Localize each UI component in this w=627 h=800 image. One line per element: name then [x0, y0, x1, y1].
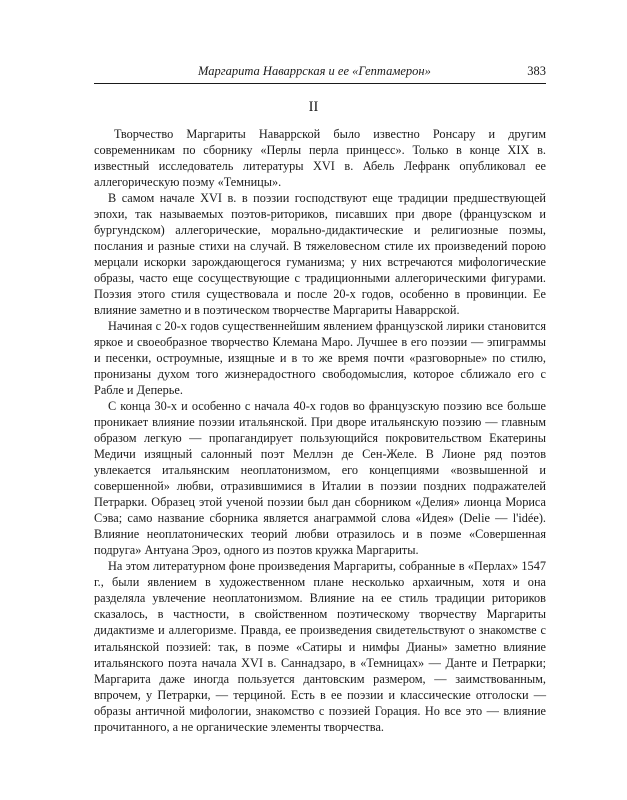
paragraph: На этом литературном фоне произведения Маргариты, собранные в «Перлах» 1547 г., были явлением в художественном плане несколько архаичным, хотя и она разделяла увлечение неоплатонизмом. Влияние на ее стиль традиции риториков сказалось, в частности, в свойственном поэтическому творчеству Маргариты дидактизме и аллегоризме. Правда, ее произведения свидетельствуют о знакомстве с итальянской поэзией: так, в поэме «Сатиры и нимфы Дианы» заметно влияние итальянского поэта начала XVI в. Саннадзаро, в «Темницах» — Данте и Петрарки; Маргарита даже иногда пользуется дантовским размером, — заимствованным, впрочем, у Петрарки, — терциной. Есть в ее поэзии и классические отголоски — образы античной мифологии, знакомство с поэзией Горация. Но все это — влияние прочитанного, а не органические элементы творчества.: [94, 559, 546, 734]
paragraph: В самом начале XVI в. в поэзии господствуют еще традиции предшествующей эпохи, так называемых поэтов-риториков, писавших при дворе (французском и бургундском) аллегорические, морально-дидактические и религиозные поэмы, послания и разные стихи на случай. В тяжеловесном стиле их произведений порою мерцали искорки зарождающегося гуманизма; у них встречаются мифологические образы, часто еще сосуществующие с традиционными аллегорическими фигурами. Поэзия этого стиля существовала и после 20-х годов, особенно в провинции. Ее влияние заметно и в поэтическом творчестве Маргариты Наваррской.: [94, 191, 546, 318]
running-title: Маргарита Наваррская и ее «Гептамерон»: [198, 64, 431, 78]
body-text: [94, 126, 546, 735]
page-number: 383: [527, 64, 546, 78]
paragraph: Творчество Маргариты Наваррской было известно Ронсару и другим современникам по сборнику «Перлы перла принцесс». Только в конце XIX в. известный исследователь литературы XVI в. Абель Лефранк опубликовал ее аллегорическую поэму «Темницы».: [94, 127, 546, 190]
header-rule: [94, 83, 546, 84]
section-number: II: [308, 99, 319, 115]
paragraph: Начиная с 20-х годов существеннейшим явлением французской лирики становится яркое и своеобразное творчество Клемана Маро. Лучшее в его поэзии — эпиграммы и песенки, остроумные, изящные и в то же время почти «разговорные» по стилю, пронизаны духом того жизнерадостного свободомыслия, которое сближало его с Рабле и Деперье.: [94, 319, 546, 398]
paragraph: С конца 30-х и особенно с начала 40-х годов во французскую поэзию все больше проникает влияние поэзии итальянской. При дворе итальянскую поэзию — главным образом легкую — пропагандирует пользующийся покровительством Екатерины Медичи изящный салонный поэт Меллэн де Сен-Желе. В Лионе ряд поэтов увлекается итальянским неоплатонизмом, его концепциями «возвышенной и совершенной» любви, отразившимися в Италии в поэзии поздних подражателей Петрарки. Образец этой ученой поэзии был дан сборником «Делия» лионца Мориса Сэва; само название сборника является анаграммой слова «Идея» (Delie — l'idée). Влияние неоплатонических теорий любви отразилось и в поэме «Совершенная подруга» Антуана Эроэ, одного из поэтов кружка Маргариты.: [94, 399, 546, 558]
running-header: [94, 64, 546, 80]
